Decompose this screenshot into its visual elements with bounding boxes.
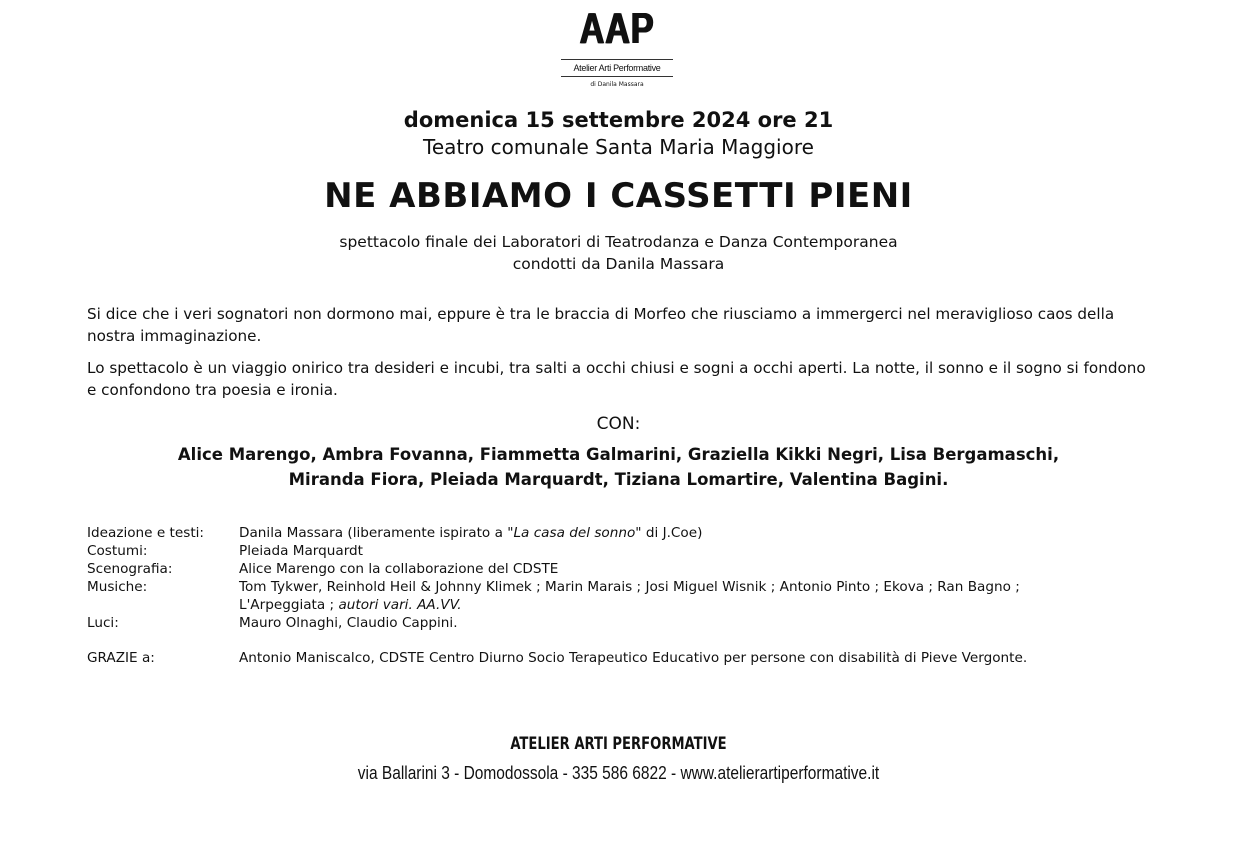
credit-text-line-2 (239, 596, 1139, 614)
subtitle-line-2: condotti da Danila Massara (512, 255, 725, 273)
credit-row-scenografia (87, 560, 1139, 578)
credit-work-title: "La casa del sonno" (507, 525, 642, 541)
credit-row-musiche (87, 578, 1139, 614)
logo-name: Atelier Arti Performative (573, 63, 661, 73)
logo-divider (561, 59, 673, 60)
credit-label: Costumi: (87, 543, 148, 559)
event-title: NE ABBIAMO I CASSETTI PIENI (324, 176, 913, 216)
credit-row-grazie (87, 649, 1139, 667)
cast-line-2: Miranda Fiora, Pleiada Marquardt, Tiziana Lomartire, Valentina Bagini. (288, 470, 949, 489)
credit-value: Mauro Olnaghi, Claudio Cappini. (239, 615, 458, 631)
event-subtitle (0, 231, 1237, 275)
credit-value (239, 524, 1139, 542)
logo-divider-bottom (561, 76, 673, 77)
credit-italic-text: autori vari. AA.VV. (338, 597, 462, 613)
credit-label: Luci: (87, 615, 119, 631)
credit-value (239, 578, 1139, 614)
credit-row-luci (87, 614, 1139, 632)
subtitle-line-1: spettacolo finale dei Laboratori di Teatrodanza e Danza Contemporanea (339, 233, 898, 251)
credit-label: Musiche: (87, 579, 148, 595)
credit-text: di J.Coe) (641, 525, 703, 541)
credit-value: Alice Marengo con la collaborazione del CDSTE (239, 561, 559, 577)
cast-list (0, 442, 1237, 492)
credit-value: Pleiada Marquardt (239, 543, 364, 559)
logo-subtitle: di Danila Massara (590, 81, 644, 88)
cast-heading: CON: (596, 414, 641, 434)
credit-text: Tom Tykwer, Reinhold Heil & Johnny Klimek ; Marin Marais ; Josi Miguel Wisnik ; Antonio Pinto ; Ekova ; Ran Bagno ; (239, 579, 1020, 595)
credit-label: Ideazione e testi: (87, 525, 205, 541)
logo-mark: AAP (579, 4, 655, 53)
event-venue: Teatro comunale Santa Maria Maggiore (423, 135, 814, 159)
credit-value: Antonio Maniscalco, CDSTE Centro Diurno Socio Terapeutico Educativo per persone con disabilità di Pieve Vergonte. (239, 650, 1028, 666)
credits-block (87, 524, 1139, 667)
description-paragraph-2: Lo spettacolo è un viaggio onirico tra desideri e incubi, tra salti a occhi chiusi e sogni a occhi aperti. La notte, il sonno e il sogno si fondono e confondono tra poesia e ironia. (87, 359, 1146, 399)
footer-organization: ATELIER ARTI PERFORMATIVE (510, 734, 727, 754)
aap-logo (555, 6, 679, 88)
footer-address: via Ballarini 3 - Domodossola - 335 586 6822 - www.atelierartiperformative.it (357, 763, 880, 783)
cast-line-1: Alice Marengo, Ambra Fovanna, Fiammetta Galmarini, Graziella Kikki Negri, Lisa Bergamaschi, (177, 445, 1060, 464)
credit-label: Scenografia: (87, 561, 173, 577)
credit-row-ideazione (87, 524, 1139, 542)
credit-label: GRAZIE a: (87, 650, 155, 666)
credit-row-costumi (87, 542, 1139, 560)
event-date: domenica 15 settembre 2024 ore 21 (403, 108, 834, 132)
description-paragraph-1: Si dice che i veri sognatori non dormono mai, eppure è tra le braccia di Morfeo che riusciamo a immergerci nel meraviglioso caos della nostra immaginazione. (87, 305, 1115, 345)
credit-text: L'Arpeggiata ; (239, 597, 339, 613)
credit-text: Danila Massara (liberamente ispirato a (239, 525, 508, 541)
